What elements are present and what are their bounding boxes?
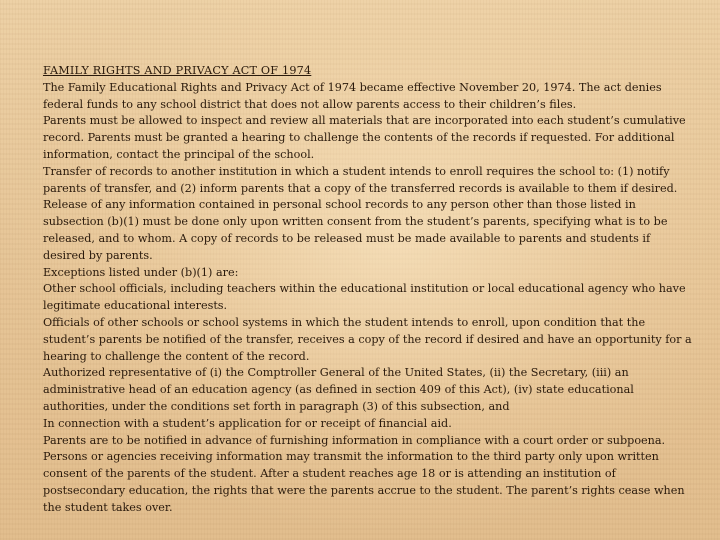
paragraph-court-order: Parents are to be notified in advance of furnishing information in compliance with a court order or subpoena. [43, 433, 666, 447]
paragraph-release-information: Release of any information contained in personal school records to any person other than those listed in subsection (b)(1) must be done only upon written consent from the student’s parents, specifying what is to be released, and to whom. A copy of records to be released must be made available to parents and students if desired by parents. [43, 198, 668, 262]
paragraph-inspect-records: Parents must be allowed to inspect and review all materials that are incorporated into each student’s cumulative record. Parents must be granted a hearing to challenge the contents of the records if requested. For additional information, contact the principal of the school. [43, 114, 686, 161]
document-body [43, 63, 693, 517]
paragraph-school-officials: Other school officials, including teachers within the educational institution or local educational agency who have legitimate educational interests. [43, 282, 686, 313]
paragraph-financial-aid: In connection with a student’s application for or receipt of financial aid. [43, 416, 452, 430]
paragraph-authorized-representative: Authorized representative of (i) the Comptroller General of the United States, (ii) the Secretary, (iii) an administrative head of an education agency (as defined in section 409 of this Act), (iv) state educational authorities, under the conditions set forth in paragraph (3) of this subsection, and [43, 366, 634, 413]
paragraph-other-schools: Officials of other schools or school systems in which the student intends to enroll, upon condition that the student’s parents be notified of the transfer, receives a copy of the record if desired and have an opportunity for a hearing to challenge the content of the record. [43, 315, 692, 363]
paragraph-third-party: Persons or agencies receiving information may transmit the information to the third party only upon written consent of the parents of the student. After a student reaches age 18 or is attending an institution of postsecondary education, the rights that were the parents accrue to the student. The parent’s rights cease when the student takes over. [43, 450, 685, 514]
document-title: FAMILY RIGHTS AND PRIVACY ACT OF 1974 [43, 64, 312, 77]
paragraph-exceptions-heading: Exceptions listed under (b)(1) are: [43, 265, 239, 279]
paragraph-effective-date: The Family Educational Rights and Privacy Act of 1974 became effective November 20, 1974. The act denies federal funds to any school district that does not allow parents access to their children’s files. [43, 80, 662, 111]
paragraph-transfer-records: Transfer of records to another institution in which a student intends to enroll requires the school to: (1) notify parents of transfer, and (2) inform parents that a copy of the transferred records is available to them if desired. [43, 164, 678, 195]
